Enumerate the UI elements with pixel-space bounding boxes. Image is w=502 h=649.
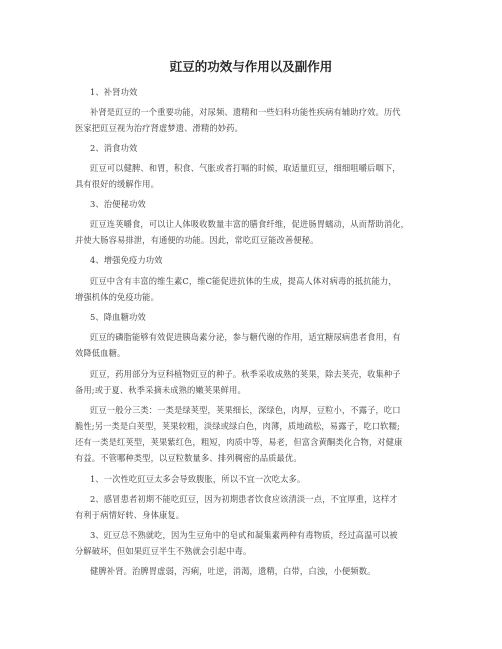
side-effect-line: 1、一次性吃豇豆太多会导致腹胀，所以不宜一次吃太多。 <box>90 474 306 484</box>
section-text-line: 豇豆中含有丰富的维生素C，维C能促进抗体的生成，提高人体对病毒的抵抗能力， <box>90 276 397 286</box>
section-heading-constipation: 3、治便秘功效 <box>90 199 146 209</box>
section-text-line: 豇豆连荚嚼食，可以让人体吸收数量丰富的膳食纤维，促进肠胃蠕动，从而帮助消化， <box>90 219 410 229</box>
section-heading-kidney: 1、补肾功效 <box>90 87 138 97</box>
paragraph-line: 豇豆一般分三类：一类是绿荚型，荚果细长，深绿色，肉厚，豆粒小，不露子，吃口 <box>90 405 401 415</box>
paragraph-line: 有益。不管哪种类型，以豆粒数量多、排列稠密的品质最优。 <box>75 453 302 463</box>
section-text-line: 效降低血糖。 <box>75 348 126 358</box>
section-text-line: 豇豆的磷脂能够有效促进胰岛素分泌，参与糖代谢的作用，适宜糖尿病患者食用，有 <box>90 332 401 342</box>
paragraph-line: 备用;或于夏、秋季采摘未成熟的嫩荚果鲜用。 <box>75 385 246 395</box>
section-text-line: 并使大肠容易排泄，有通便的功能。因此，常吃豇豆能改善便秘。 <box>75 235 319 245</box>
paragraph-line: 脆性;另一类是白荚型，荚果较粗，淡绿或绿白色，肉薄，质地疏松，易露子，吃口软糯; <box>75 421 400 431</box>
page-title: 豇豆的功效与作用以及副作用 <box>169 59 333 74</box>
paragraph-line: 还有一类是红荚型，荚果紫红色，粗短，肉质中等，易老，但富含黄酮类化合物，对健康 <box>75 437 403 447</box>
paragraph-line: 豇豆，药用部分为豆科植物豇豆的种子。秋季采收成熟的荚果，除去荚壳，收集种子 <box>90 369 401 379</box>
section-text-line: 补肾是豇豆的一个重要功能，对尿频、遗精和一些妇科功能性疾病有辅助疗效。历代 <box>90 107 401 117</box>
section-heading-blood-sugar: 5、降血糖功效 <box>90 312 146 322</box>
section-text-line: 豇豆可以健脾、和胃，积食、气胀或者打嗝的时候，取适量豇豆，细细咀嚼后咽下， <box>90 163 401 173</box>
section-heading-immunity: 4、增强免疫力功效 <box>90 255 163 265</box>
section-text-line: 医家把豇豆视为治疗肾虚梦遗、滑精的妙药。 <box>75 123 243 133</box>
closing-line: 健脾补肾。治脾胃虚弱，泻痢，吐逆，消渴，遗精，白带，白浊，小便频数。 <box>90 566 376 576</box>
side-effect-line: 分解破坏，但如果豇豆半生不熟就会引起中毒。 <box>75 546 252 556</box>
side-effect-line: 有利于病情好转、身体康复。 <box>75 510 185 520</box>
side-effect-line: 2、感冒患者初期不能吃豇豆，因为初期患者饮食应该清淡一点，不宜厚重，这样才 <box>90 494 398 504</box>
section-text-line: 增强机体的免疫功能。 <box>75 292 159 302</box>
section-heading-digestion: 2、消食功效 <box>90 143 138 153</box>
section-text-line: 具有很好的缓解作用。 <box>75 179 159 189</box>
side-effect-line: 3、豇豆总不熟就吃，因为生豆角中的皂甙和凝集素两种有毒物质，经过高温可以被 <box>90 530 398 540</box>
